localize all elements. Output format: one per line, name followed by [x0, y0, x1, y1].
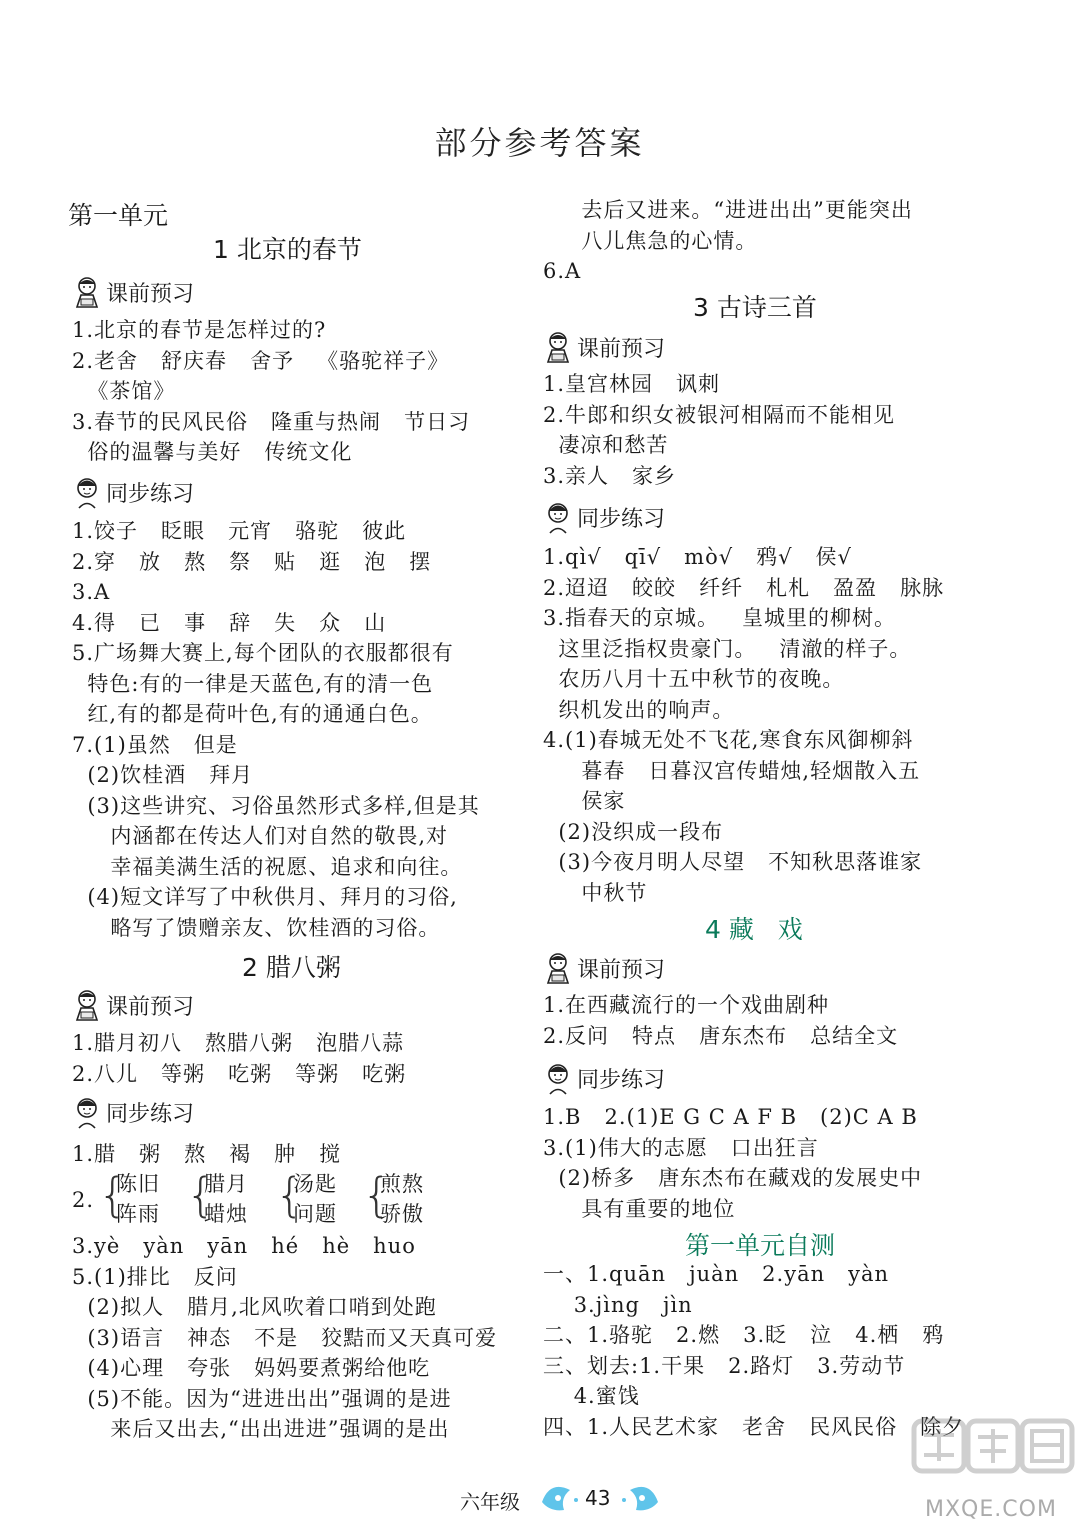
answer-line: 凄凉和愁苦 [543, 433, 669, 457]
girl-reading-icon [72, 988, 102, 1022]
word-pair-item: 骄傲 [380, 1202, 424, 1226]
answer-line: (2)桥多 唐东杰布在藏戏的发展史中 [543, 1166, 923, 1190]
answer-line: (2)饮桂酒 拜月 [72, 763, 254, 787]
girl-reading-icon [543, 330, 573, 364]
boy-icon [543, 500, 573, 534]
answer-line: 3.A [72, 580, 111, 604]
section-label: 课前预习 [577, 957, 666, 983]
answer-line: 6.A [543, 259, 582, 283]
boy-icon [72, 475, 102, 509]
answer-line: 3.亲人 家乡 [543, 463, 677, 488]
answer-line: 3.(1)伟大的志愿 口出狂言 [543, 1135, 819, 1160]
answer-line: 暮春 日暮汉宫传蜡烛,轻烟散入五 [543, 758, 921, 783]
answer-line: 来后又出去,“出出进进”强调的是出 [72, 1417, 450, 1441]
answer-line: 内涵都在传达人们对自然的敬畏,对 [72, 824, 449, 848]
answer-line: 4.得 已 事 辞 失 众 山 [72, 610, 387, 635]
answer-line: 幸福美满生活的祝愿、追求和向往。 [72, 854, 463, 879]
word-pair-item: 问题 [293, 1202, 337, 1226]
section-label: 同步练习 [106, 481, 195, 507]
watermark-url: MXQE.COM [925, 1497, 1057, 1522]
word-pair-item: 阵雨 [116, 1202, 160, 1226]
answer-line: 3.春节的民风民俗 隆重与热闹 节日习 [72, 409, 471, 434]
word-pair-item: 煎熬 [380, 1172, 424, 1196]
brace-icon: { [186, 1168, 216, 1222]
answer-line: 5.广场舞大赛上,每个团队的衣服都很有 [72, 641, 454, 665]
answer-line: 2.八儿 等粥 吃粥 等粥 吃粥 [72, 1062, 407, 1086]
section-practice [543, 1061, 665, 1095]
answer-line: 2.迢迢 皎皎 纤纤 札札 盈盈 脉脉 [543, 575, 945, 600]
answer-line: 2. [72, 1188, 95, 1212]
answer-line: 三、划去:1.干果 2.路灯 3.劳动节 [543, 1353, 906, 1378]
answer-line: 5.(1)排比 反问 [72, 1264, 238, 1289]
word-pair-item: 蜡烛 [204, 1202, 248, 1226]
answer-line: 红,有的都是荷叶色,有的通通白色。 [72, 702, 433, 726]
answer-line: (4)心理 夸张 妈妈要煮粥给他吃 [72, 1356, 431, 1380]
answer-line: 1.腊月初八 熬腊八粥 泡腊八蒜 [72, 1031, 405, 1055]
answer-line: 八儿焦急的心情。 [543, 228, 758, 253]
answer-line: 具有重要的地位 [543, 1196, 736, 1221]
answer-line: 俗的温馨与美好 传统文化 [72, 440, 353, 464]
lesson-3-title: 3 古诗三首 [693, 293, 817, 322]
answer-line: 1.皇宫林园 讽刺 [543, 372, 721, 396]
answer-line: 1.B 2.(1)E G C A F B (2)C A B [543, 1105, 918, 1129]
section-preview [72, 988, 194, 1022]
answer-line: 2.反问 特点 唐东杰布 总结全文 [543, 1024, 899, 1048]
answer-line: 侯家 [543, 789, 626, 813]
answer-line: (2)没织成一段布 [543, 819, 724, 844]
answer-line: 《茶馆》 [72, 379, 176, 403]
answer-line: 4.(1)春城无处不飞花,寒食东风御柳斜 [543, 728, 914, 752]
section-label: 同步练习 [577, 1067, 666, 1093]
answer-line: 3.jìng jìn [543, 1292, 693, 1317]
brace-icon: { [362, 1168, 392, 1222]
lesson-1-title: 1 北京的春节 [213, 235, 362, 264]
answer-line: 1.北京的春节是怎样过的? [72, 318, 327, 342]
girl-reading-icon [543, 951, 573, 985]
section-preview [543, 951, 665, 985]
answer-line: (5)不能。因为“进进出出”强调的是进 [72, 1386, 452, 1411]
brace-icon: { [98, 1168, 128, 1222]
boy-icon [72, 1095, 102, 1129]
answer-line: 2.穿 放 熬 祭 贴 逛 泡 摆 [72, 549, 432, 574]
lesson-4-title: 4 藏 戏 [705, 915, 803, 944]
word-pair-item: 腊月 [204, 1172, 248, 1196]
answer-line: 1.在西藏流行的一个戏曲剧种 [543, 993, 830, 1017]
section-label: 课前预习 [577, 336, 666, 362]
answer-line: 一、1.quān juàn 2.yān yàn [543, 1262, 890, 1286]
section-preview [543, 330, 665, 364]
answer-line: (4)短文详写了中秋供月、拜月的习俗, [72, 885, 458, 909]
answer-line: (3)今夜月明人尽望 不知秋思落谁家 [543, 850, 923, 874]
answer-line: 去后又进来。“进进出出”更能突出 [543, 198, 913, 222]
answer-line: 7.(1)虽然 但是 [72, 732, 238, 757]
answer-line: 1.qì√ qī√ mò√ 鸦√ 侯√ [543, 545, 852, 569]
answer-line: 2.老舍 舒庆春 舍予 《骆驼祥子》 [72, 348, 450, 373]
answer-line: 略写了馈赠亲友、饮桂酒的习俗。 [72, 915, 441, 940]
word-pair-item: 汤匙 [293, 1172, 337, 1196]
section-preview [72, 275, 194, 309]
section-label: 课前预习 [106, 994, 195, 1020]
answer-line: 2.牛郎和织女被银河相隔而不能相见 [543, 402, 896, 427]
answer-line: (3)语言 神态 不是 狡黠而又天真可爱 [72, 1325, 498, 1350]
answer-line: 1.饺子 眨眼 元宵 骆驼 彼此 [72, 519, 407, 543]
unit-heading: 第一单元 [68, 201, 169, 230]
section-practice [543, 500, 665, 534]
page-title: 部分参考答案 [434, 124, 645, 162]
section-label: 课前预习 [106, 281, 195, 307]
unit-test-heading: 第一单元自测 [685, 1231, 836, 1260]
grade-label: 六年级 [460, 1490, 520, 1514]
answer-line: 四、1.人民艺术家 老舍 民风民俗 除夕 [543, 1414, 965, 1439]
answer-line: (3)这些讲究、习俗虽然形式多样,但是其 [72, 793, 480, 818]
answer-line: 中秋节 [543, 880, 648, 905]
boy-icon [543, 1061, 573, 1095]
word-pair-item: 陈旧 [116, 1172, 160, 1196]
answer-line: 织机发出的响声。 [543, 697, 735, 722]
section-practice [72, 475, 194, 509]
section-label: 同步练习 [106, 1101, 195, 1127]
answer-line: 3.指春天的京城。 皇城里的柳树。 [543, 606, 897, 630]
answer-line: 这里泛指权贵豪门。 清澈的样子。 [543, 636, 912, 661]
girl-reading-icon [72, 275, 102, 309]
answer-line: 农历八月十五中秋节的夜晚。 [543, 667, 845, 691]
answer-line: 1.腊 粥 熬 褐 肿 搅 [72, 1142, 342, 1166]
answer-line: 4.蜜饯 [543, 1384, 640, 1408]
answer-line: 二、1.骆驼 2.燃 3.眨 泣 4.栖 鸦 [543, 1323, 945, 1347]
page-number: 43 [585, 1486, 611, 1510]
answer-line: 特色:有的一律是天蓝色,有的清一色 [72, 671, 434, 696]
section-practice [72, 1095, 194, 1129]
brace-icon: { [275, 1168, 305, 1222]
answer-line: 3.yè yàn yān hé hè huo [72, 1234, 416, 1258]
section-label: 同步练习 [577, 506, 666, 532]
lesson-2-title: 2 腊八粥 [242, 953, 341, 982]
answer-line: (2)拟人 腊月,北风吹着口哨到处跑 [72, 1295, 437, 1319]
